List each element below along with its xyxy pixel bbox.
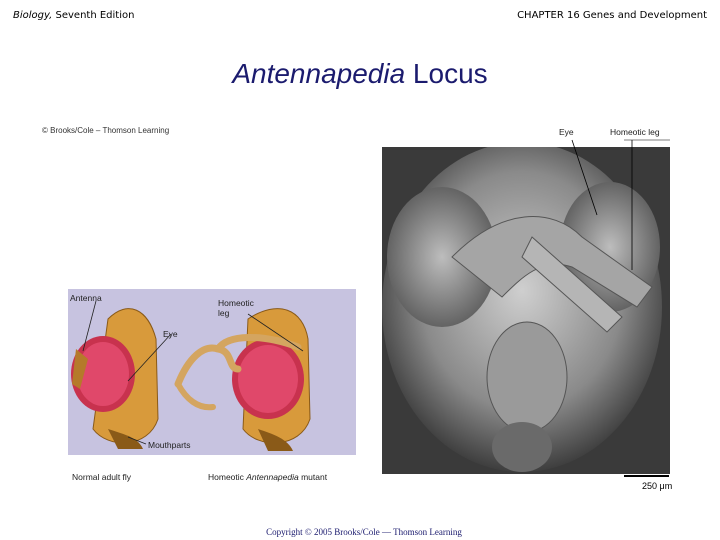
scale-bar: [624, 475, 669, 477]
credit-text: © Brooks/Cole – Thomson Learning: [42, 126, 170, 135]
micro-label-eye: Eye: [559, 127, 574, 137]
micro-label-homeotic-leg: Homeotic leg: [610, 127, 660, 137]
caption-mutant: Homeotic Antennapedia mutant: [208, 472, 328, 482]
label-mouthparts: Mouthparts: [148, 440, 191, 450]
book-title: Biology, Seventh Edition: [13, 10, 135, 21]
label-antenna: Antenna: [70, 293, 102, 303]
chapter-title: CHAPTER 16 Genes and Development: [517, 10, 707, 21]
fly-head-illustration: [68, 289, 356, 455]
copyright-footer: Copyright © 2005 Brooks/Cole — Thomson Learning: [266, 527, 462, 537]
scale-label: 250 μm: [642, 481, 673, 491]
caption-normal-fly: Normal adult fly: [72, 472, 132, 482]
label-eye: Eye: [163, 329, 178, 339]
label-homeotic-leg: Homeotic leg: [218, 298, 254, 318]
slide-title: Antennapedia Locus: [232, 58, 488, 89]
micrograph-leader-lines: [382, 120, 702, 500]
